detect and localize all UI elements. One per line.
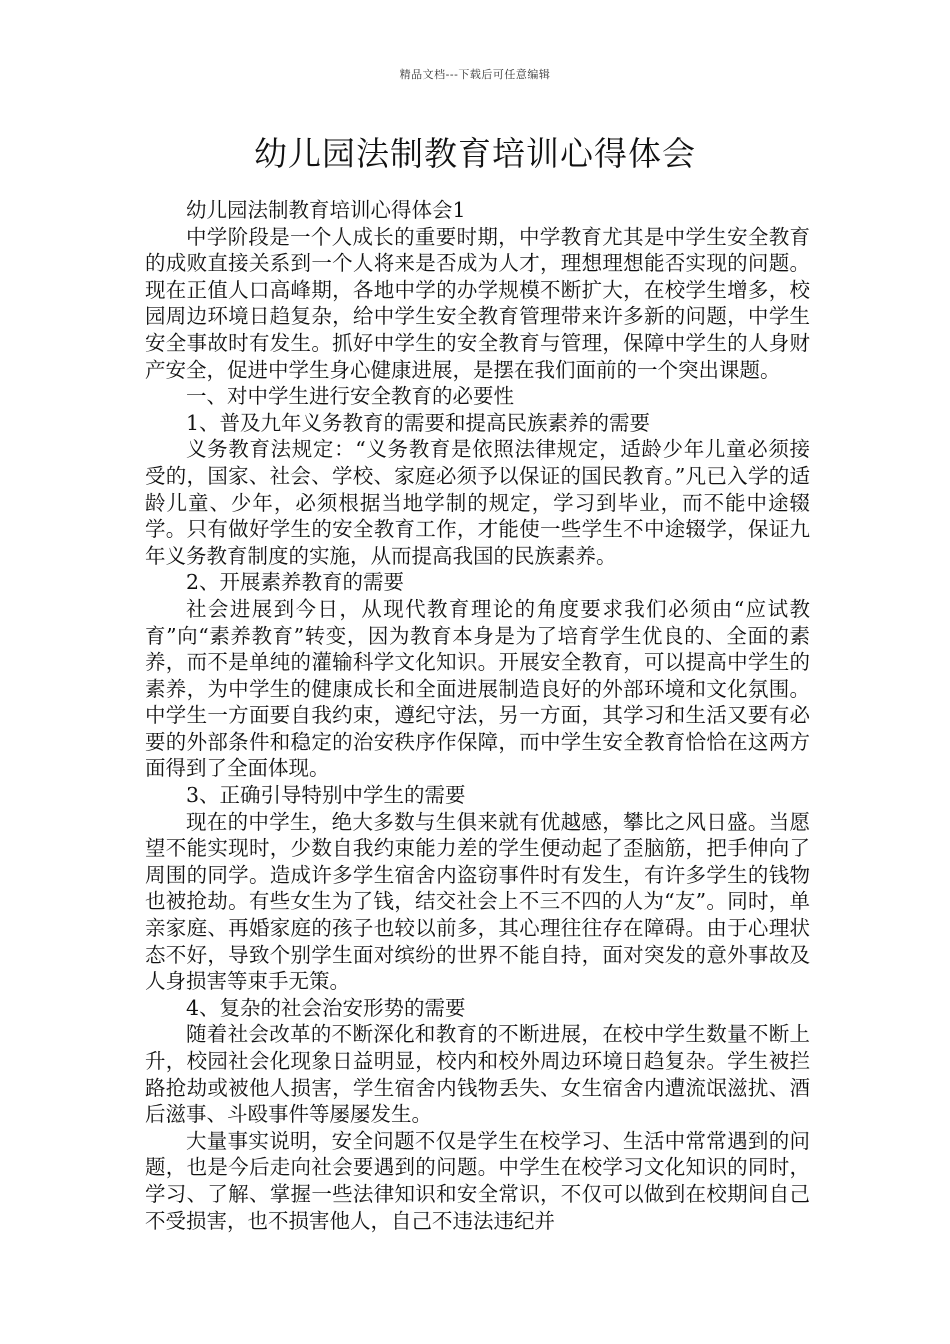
subtitle-paragraph: 幼儿园法制教育培训心得体会1 [186, 198, 466, 222]
body-paragraph: 义务教育法规定：“义务教育是依照法律规定，适龄少年儿童必须接受的，国家、社会、学校、家庭必须予以保证的国民教育。”凡已入学的适龄儿童、少年，必须根据当地学制的规定，学习到毕业，而不能中途辍学。只有做好学生的安全教育工作，才能使一些学生不中途辍学，保证九年义务教育制度的实施，从而提高我国的民族素养。 [145, 437, 810, 568]
body-paragraph: 随着社会改革的不断深化和教育的不断进展，在校中学生数量不断上升，校园社会化现象日益明显，校内和校外周边环境日趋复杂。学生被拦路抢劫或被他人损害，学生宿舍内钱物丢失、女生宿舍内遭流氓滋扰、酒后滋事、斗殴事件等屡屡发生。 [145, 1022, 810, 1127]
section-heading: 一、对中学生进行安全教育的必要性 [186, 384, 514, 409]
document-title: 幼儿园法制教育培训心得体会 [254, 134, 696, 173]
body-paragraph: 社会进展到今日，从现代教育理论的角度要求我们必须由“应试教育”向“素养教育”转变，因为教育本身是为了培育学生优良的、全面的素养，而不是单纯的灌输科学文化知识。开展安全教育，可以提高中学生的素养，为中学生的健康成长和全面进展制造良好的外部环境和文化氛围。中学生一方面要自我约束，遵纪守法，另一方面，其学习和生活又要有必要的外部条件和稳定的治安秩序作保障，而中学生安全教育恰恰在这两方面得到了全面体现。 [145, 596, 810, 781]
header-note: 精品文档---下载后可任意编辑 [399, 68, 551, 81]
subsection-heading: 2、开展素养教育的需要 [186, 570, 405, 595]
subsection-heading: 1、普及九年义务教育的需要和提高民族素养的需要 [186, 410, 651, 435]
intro-paragraph: 中学阶段是一个人成长的重要时期，中学教育尤其是中学生安全教育的成败直接关系到一个人将来是否成为人才，理想理想能否实现的问题。现在正值人口高峰期，各地中学的办学规模不断扩大，在校学生增多，校园周边环境日趋复杂，给中学生安全教育管理带来许多新的问题，中学生安全事故时有发生。抓好中学生的安全教育与管理，保障中学生的人身财产安全，促进中学生身心健康进展，是摆在我们面前的一个突出课题。 [145, 224, 810, 382]
body-paragraph: 现在的中学生，绝大多数与生俱来就有优越感，攀比之风日盛。当愿望不能实现时，少数自我约束能力差的学生便动起了歪脑筋，把手伸向了周围的同学。造成许多学生宿舍内盗窃事件时有发生，有许多学生的钱物也被抢劫。有些女生为了钱，结交社会上不三不四的人为“友”。同时，单亲家庭、再婚家庭的孩子也较以前多，其心理往往存在障碍。由于心理状态不好，导致个别学生面对缤纷的世界不能自持，面对突发的意外事故及人身损害等束手无策。 [145, 809, 810, 994]
subsection-heading: 3、正确引导特别中学生的需要 [186, 783, 466, 808]
body-paragraph: 大量事实说明，安全问题不仅是学生在校学习、生活中常常遇到的问题，也是今后走向社会要遇到的问题。中学生在校学习文化知识的同时，学习、了解、掌握一些法律知识和安全常识，不仅可以做到在校期间自己不受损害，也不损害他人，自己不违法违纪并 [145, 1128, 810, 1233]
document-body [145, 197, 810, 1234]
subsection-heading: 4、复杂的社会治安形势的需要 [186, 995, 466, 1020]
